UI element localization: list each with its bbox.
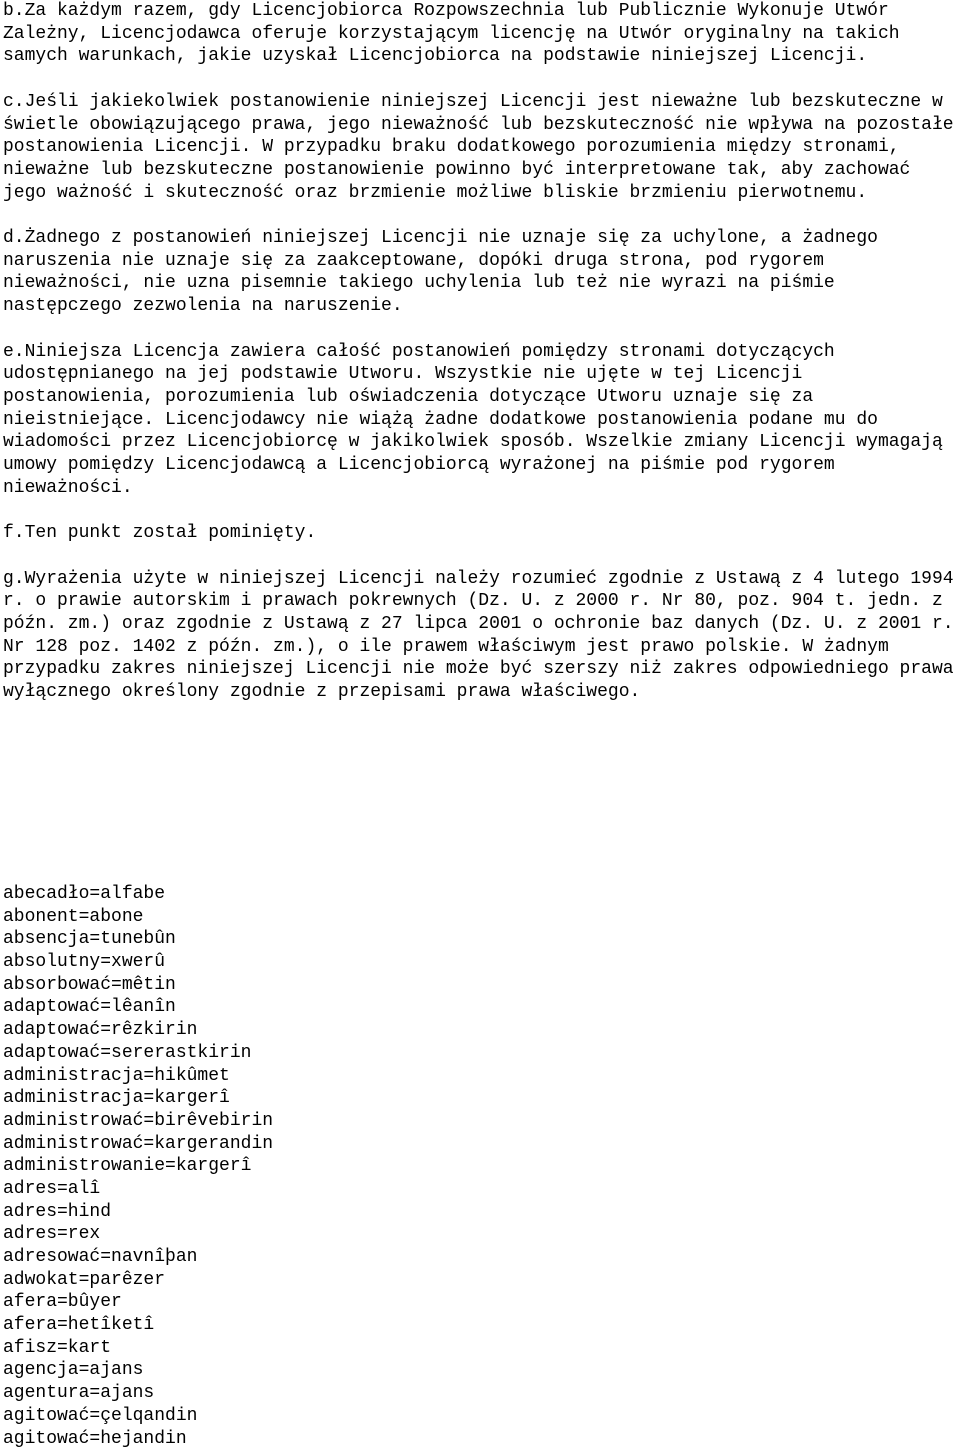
dictionary-entry: adres=hind xyxy=(3,1201,112,1222)
dictionary-entry: afera=bûyer xyxy=(3,1292,122,1313)
dictionary-entry: afisz=kart xyxy=(3,1337,112,1358)
dictionary-entry: abecadło=alfabe xyxy=(3,884,166,904)
dictionary-entry: absorbować=mêtin xyxy=(3,974,176,995)
dictionary-entry: administrowanie=kargerî xyxy=(3,1156,252,1177)
dictionary-entry: afera=hetîketî xyxy=(3,1315,155,1336)
dictionary-entry: adres=alî xyxy=(3,1178,101,1199)
dictionary-entry: adres=rex xyxy=(3,1224,101,1245)
dictionary-entry: adaptować=rêzkirin xyxy=(3,1020,198,1041)
dictionary-entry: adaptować=lêanîn xyxy=(3,997,176,1018)
license-text-section xyxy=(3,0,957,704)
dictionary-entry: administrować=birêvebirin xyxy=(3,1110,274,1131)
license-paragraph-d: d.Żadnego z postanowień niniejszej Licencji nie uznaje się za uchylone, a żadnego naruszenia nie uznaje się za zaakceptowane, dopóki druga strona, pod rygorem nieważności, nie uzna pisemnie takiego uchylenia lub też nie wyrazi na piśmie następczego zezwolenia na naruszenie. xyxy=(3,228,878,317)
dictionary-entry: agitować=çelqandin xyxy=(3,1405,198,1426)
license-paragraph-e: e.Niniejsza Licencja zawiera całość postanowień pomiędzy stronami dotyczących udostępnianego na jej podstawie Utworu. Wszystkie nie ujęte w tej Licencji postanowienia, porozumienia lub oświadczenia dotyczące Utworu uznaje się za nieistniejące. Licencjodawcy nie wiążą żadne dodatkowe postanowienia podane mu do wiadomości przez Licencjobiorcę w jakikolwiek sposób. Wszelkie zmiany Licencji wymagają umowy pomiędzy Licencjodawcą a Licencjobiorcą wyrażonej na piśmie pod rygorem nieważności. xyxy=(3,341,943,498)
dictionary-entry: administracja=kargerî xyxy=(3,1088,230,1109)
dictionary-entry: administracja=hikûmet xyxy=(3,1065,230,1086)
dictionary-entry: abonent=abone xyxy=(3,906,144,927)
dictionary-entry: absencja=tunebûn xyxy=(3,929,176,950)
dictionary-entry: adaptować=sererastkirin xyxy=(3,1042,252,1063)
dictionary-entry: administrować=kargerandin xyxy=(3,1133,274,1154)
dictionary-entry: agencja=ajans xyxy=(3,1360,144,1381)
license-paragraph-b: b.Za każdym razem, gdy Licencjobiorca Rozpowszechnia lub Publicznie Wykonuje Utwór Zależny, Licencjodawca oferuje korzystającym licencję na Utwór oryginalny na takich samych warunkach, jakie uzyskał Licencjobiorca na podstawie niniejszej Licencji. xyxy=(3,1,900,67)
license-paragraph-g: g.Wyrażenia użyte w niniejszej Licencji należy rozumieć zgodnie z Ustawą z 4 lutego 1994 r. o prawie autorskim i prawach pokrewnych (Dz. U. z 2000 r. Nr 80, poz. 904 t. jedn. z późn. zm.) oraz zgodnie z Ustawą z 27 lipca 2001 o ochronie baz danych (Dz. U. z 2001 r. Nr 128 poz. 1402 z późn. zm.), o ile prawem właściwym jest prawo polskie. W żadnym przypadku zakres niniejszej Licencji nie może być szerszy niż zakres odpowiedniego prawa wyłącznego określony zgodnie z przepisami prawa właściwego. xyxy=(3,568,954,703)
dictionary-list xyxy=(3,883,957,1450)
dictionary-entry: agentura=ajans xyxy=(3,1383,155,1404)
license-paragraph-c: c.Jeśli jakiekolwiek postanowienie niniejszej Licencji jest nieważne lub bezskuteczne w świetle obowiązującego prawa, jego nieważność lub bezskuteczność nie wpływa na pozostałe postanowienia Licencji. W przypadku braku dodatkowego porozumienia między stronami, nieważne lub bezskuteczne postanowienie powinno być interpretowane tak, aby zachować jego ważność i skuteczność oraz brzmienie możliwe bliskie brzmieniu pierwotnemu. xyxy=(3,91,954,203)
dictionary-entry: adwokat=parêzer xyxy=(3,1269,166,1290)
dictionary-entry: agitować=hejandin xyxy=(3,1428,187,1449)
dictionary-entry: absolutny=xwerû xyxy=(3,952,166,973)
license-paragraph-f: f.Ten punkt został pominięty. xyxy=(3,523,317,544)
dictionary-entry: adresować=navnîþan xyxy=(3,1247,198,1267)
